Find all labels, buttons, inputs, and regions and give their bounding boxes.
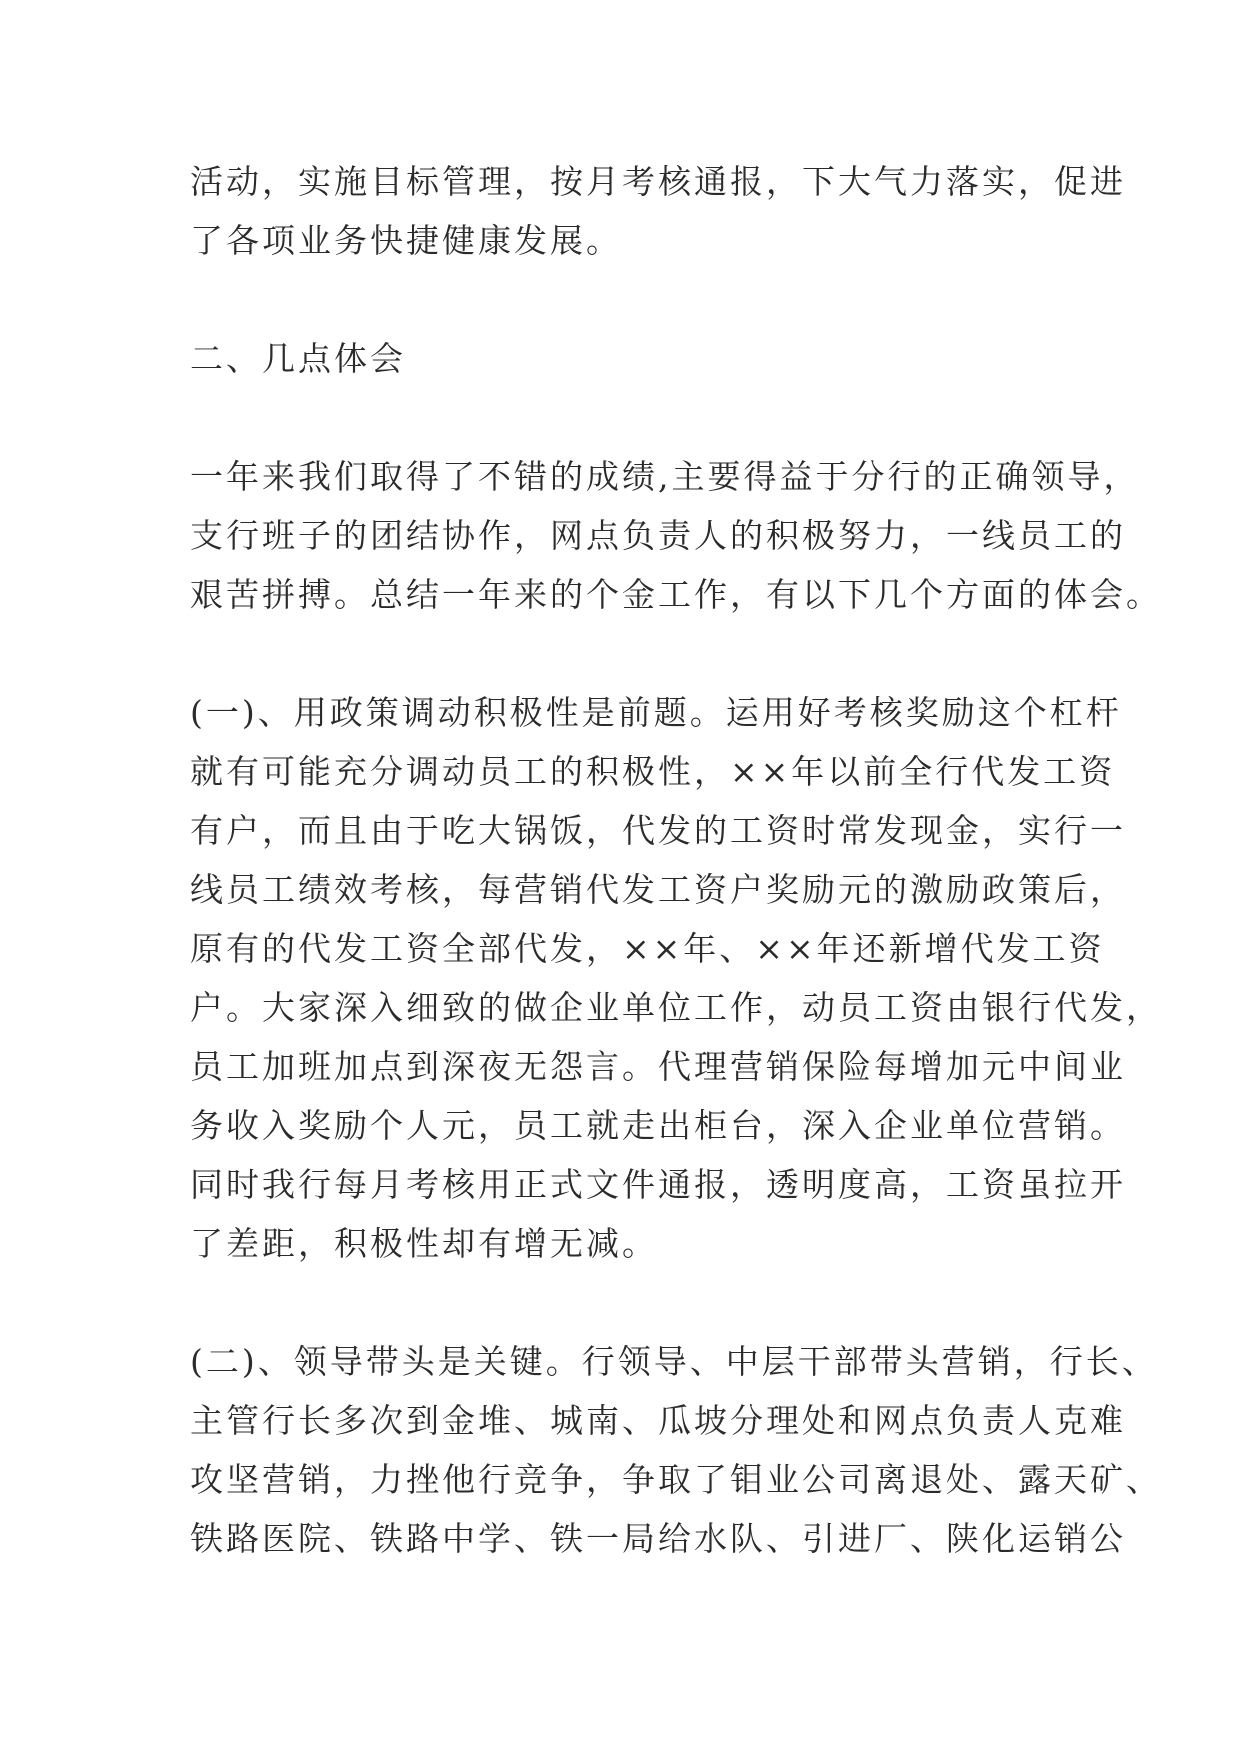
text-line: (二)、领导带头是关键。行领导、中层干部带头营销，行长、 bbox=[190, 1342, 1158, 1381]
text-line: 一年来我们取得了不错的成绩,主要得益于分行的正确领导， bbox=[190, 457, 1140, 496]
paragraph-spacer bbox=[190, 1273, 1070, 1332]
paragraph-summary bbox=[190, 447, 1162, 624]
section-heading bbox=[190, 329, 1070, 388]
text-line: 活动，实施目标管理，按月考核通报，下大气力落实，促进 bbox=[190, 162, 1126, 201]
text-line: 攻坚营销，力挫他行竞争，争取了钼业公司离退处、露天矿、 bbox=[190, 1460, 1162, 1499]
paragraph-spacer bbox=[190, 624, 1070, 683]
text-line: 就有可能充分调动员工的积极性，××年以前全行代发工资 bbox=[190, 752, 1116, 791]
text-line: 支行班子的团结协作，网点负责人的积极努力，一线员工的 bbox=[190, 516, 1126, 555]
document-body bbox=[190, 152, 1162, 1568]
text-line: 铁路医院、铁路中学、铁一局给水队、引进厂、陕化运销公 bbox=[190, 1519, 1126, 1558]
paragraph-spacer bbox=[190, 270, 1070, 329]
text-line: 艰苦拼搏。总结一年来的个金工作，有以下几个方面的体会。 bbox=[190, 575, 1162, 614]
text-line: 户。大家深入细致的做企业单位工作，动员工资由银行代发， bbox=[190, 988, 1162, 1027]
heading-text: 二、几点体会 bbox=[190, 339, 406, 378]
paragraph-point-two bbox=[190, 1332, 1162, 1568]
paragraph-spacer bbox=[190, 388, 1070, 447]
text-line: 有户，而且由于吃大锅饭，代发的工资时常发现金，实行一 bbox=[190, 811, 1126, 850]
text-line: 主管行长多次到金堆、城南、瓜坡分理处和网点负责人克难 bbox=[190, 1401, 1126, 1440]
paragraph-point-one bbox=[190, 683, 1162, 1273]
text-line: 了各项业务快捷健康发展。 bbox=[190, 221, 622, 260]
paragraph-intro-tail bbox=[190, 152, 1126, 270]
text-line: 了差距，积极性却有增无减。 bbox=[190, 1224, 658, 1263]
text-line: (一)、用政策调动积极性是前题。运用好考核奖励这个杠杆 bbox=[190, 693, 1122, 732]
text-line: 同时我行每月考核用正式文件通报，透明度高，工资虽拉开 bbox=[190, 1165, 1126, 1204]
text-line: 员工加班加点到深夜无怨言。代理营销保险每增加元中间业 bbox=[190, 1047, 1126, 1086]
text-line: 原有的代发工资全部代发，××年、××年还新增代发工资 bbox=[190, 929, 1105, 968]
text-line: 线员工绩效考核，每营销代发工资户奖励元的激励政策后， bbox=[190, 870, 1126, 909]
text-line: 务收入奖励个人元，员工就走出柜台，深入企业单位营销。 bbox=[190, 1106, 1126, 1145]
